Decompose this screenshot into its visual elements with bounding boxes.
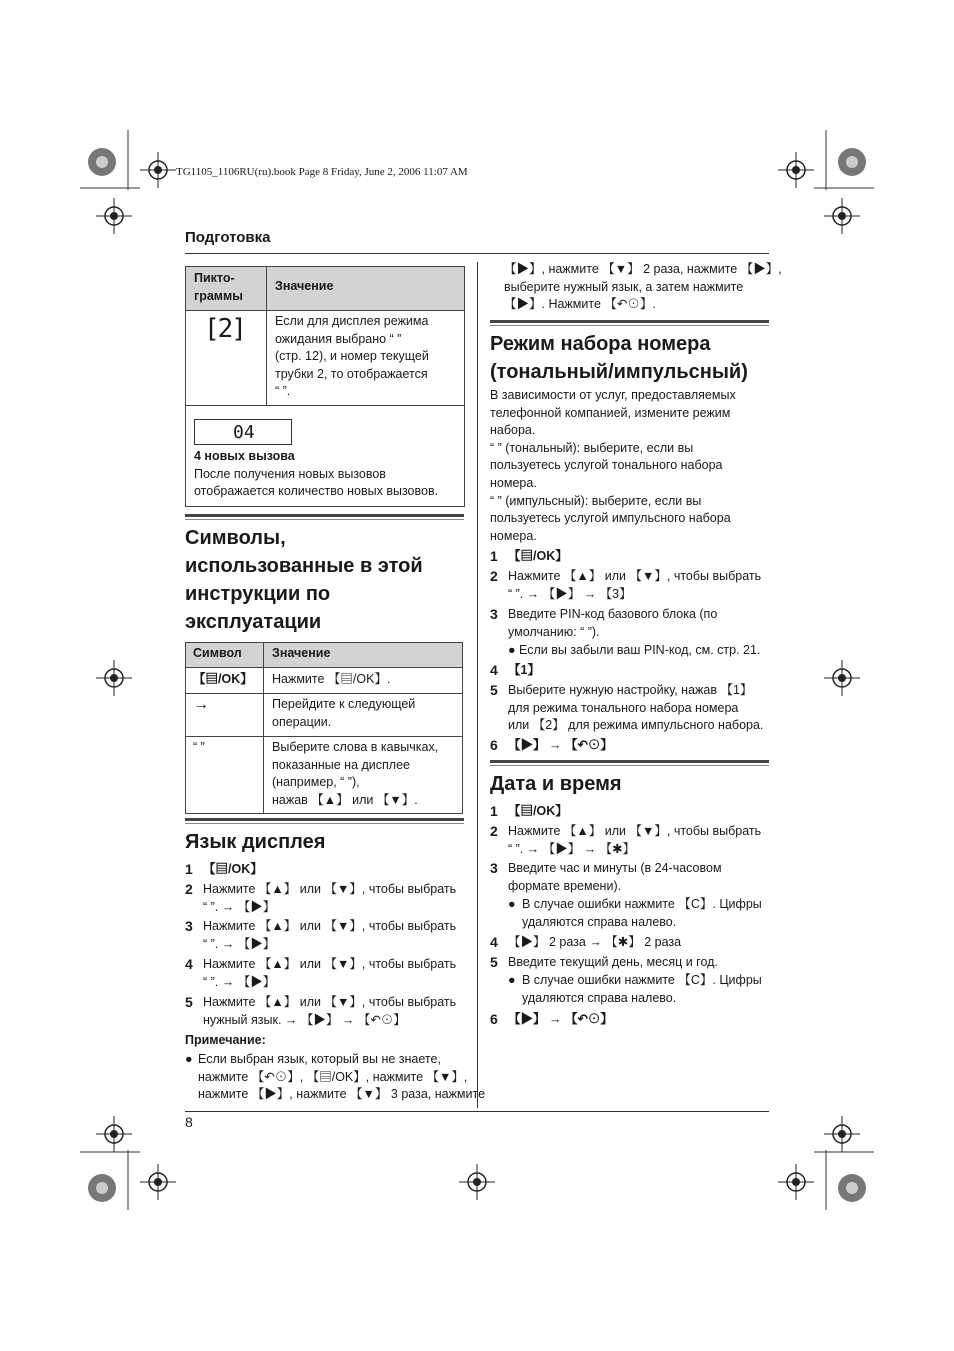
symbol-header: Символ xyxy=(186,643,264,668)
text-line: нажмите 【↶⊙】, 【▤/OK】, нажмите 【▼】, xyxy=(198,1069,468,1084)
text-line: (например, “ ”), xyxy=(272,775,360,789)
display-language-title: Язык дисплея xyxy=(185,831,326,853)
text-line: Перейдите к следующей xyxy=(272,697,416,711)
text-line: После получения новых вызовов xyxy=(194,466,386,481)
registration-crosshair-icon xyxy=(459,1164,495,1200)
text-line: 【▶】, нажмите 【▼】 2 раза, нажмите 【▶】, xyxy=(504,262,782,276)
text-line: (стр. 12), и номер текущей xyxy=(275,349,429,363)
step-number: 4 xyxy=(490,662,498,678)
step-number: 3 xyxy=(185,918,193,934)
bullet-dot-icon: ● xyxy=(508,897,516,911)
pictogram-header-line: Пикто- xyxy=(194,271,235,285)
step-text xyxy=(508,860,722,895)
step-text xyxy=(508,823,761,858)
pictogram-header xyxy=(186,267,267,311)
text-line: или 【2】 для режима импульсного набора. xyxy=(508,718,764,733)
footer-rule xyxy=(185,1111,769,1112)
text-line: операции. xyxy=(272,714,332,729)
text-line: нажав 【▲】 или 【▼】. xyxy=(272,792,418,807)
bullet-dot-icon: ● xyxy=(508,643,520,657)
title-line: Режим набора номера xyxy=(490,333,711,355)
step-text xyxy=(203,881,456,916)
text-line: отображается количество новых вызовов. xyxy=(194,484,439,498)
text-line: Нажмите 【▲】 или 【▼】, чтобы выбрать xyxy=(508,569,762,583)
step-text xyxy=(203,956,456,991)
text-line: Нажмите 【▲】 или 【▼】, чтобы выбрать xyxy=(203,995,457,1009)
text-line: пользуетесь услугой тонального набора xyxy=(490,458,723,473)
step-number: 3 xyxy=(490,860,498,876)
step-number: 6 xyxy=(490,1011,498,1027)
step-number: 4 xyxy=(490,934,498,950)
text-line: В случае ошибки нажмите 【C】. Цифры xyxy=(522,973,762,987)
column-divider xyxy=(477,262,478,1108)
step-text: 【▤/OK】 xyxy=(203,862,263,876)
text-line: Нажмите 【▲】 или 【▼】, чтобы выбрать xyxy=(508,824,762,838)
text-line: Если для дисплея режима xyxy=(275,314,429,328)
section-rule xyxy=(490,320,769,326)
text-line: Выберите нужную настройку, нажав 【1】 xyxy=(508,683,753,697)
registration-mark-icon xyxy=(80,130,140,190)
text-line: номера. xyxy=(490,528,537,543)
symbols-table xyxy=(185,642,463,814)
new-calls-cell xyxy=(186,406,465,507)
step-text: 【▶】 → 【↶⊙】 xyxy=(508,1012,613,1026)
step-text xyxy=(508,568,761,603)
text-line: нажмите 【▶】, нажмите 【▼】 3 раза, нажмите xyxy=(198,1087,486,1102)
new-calls-title: 4 новых вызова xyxy=(194,449,295,463)
text-line: “ ”. → 【▶】 → 【3】 xyxy=(508,586,632,601)
meaning-cell xyxy=(264,668,463,694)
step-number: 6 xyxy=(490,737,498,753)
step-number: 5 xyxy=(490,954,498,970)
registration-crosshair-icon xyxy=(824,1116,860,1152)
meaning-cell xyxy=(264,694,463,737)
step-text: 【▤/OK】 xyxy=(508,549,568,563)
text-line: Нажмите 【▲】 или 【▼】, чтобы выбрать xyxy=(203,919,457,933)
pictogram-meaning-cell xyxy=(267,311,465,406)
text-line: “ ”. → 【▶】 xyxy=(203,974,276,989)
text-line: Нажмите 【▲】 или 【▼】, чтобы выбрать xyxy=(203,882,457,896)
registration-crosshair-icon xyxy=(140,1164,176,1200)
text-line: Выберите слова в кавычках, xyxy=(272,740,439,754)
registration-crosshair-icon xyxy=(96,660,132,696)
text-line: пользуетесь услугой импульсного набора xyxy=(490,511,731,526)
step-text: 【1】 xyxy=(508,663,540,677)
symbols-title xyxy=(185,524,423,636)
file-info: TG1105_1106RU(ru).book Page 8 Friday, June 2, 2006 11:07 AM xyxy=(176,166,468,178)
bullet-text xyxy=(522,896,762,931)
text-line: “ ” (импульсный): выберите, если вы xyxy=(490,493,702,508)
registration-crosshair-icon xyxy=(824,198,860,234)
title-line: использованные в этой xyxy=(185,555,423,577)
text-line: “ ”. → 【▶】 xyxy=(203,936,276,951)
bullet xyxy=(508,642,760,660)
text-line: В случае ошибки нажмите 【C】. Цифры xyxy=(522,897,762,911)
step-number: 3 xyxy=(490,606,498,622)
registration-crosshair-icon xyxy=(778,152,814,188)
registration-crosshair-icon xyxy=(778,1164,814,1200)
text-line: нужный язык. → 【▶】 → 【↶⊙】 xyxy=(203,1012,406,1027)
section-rule xyxy=(185,818,464,824)
text-line: “ ” (тональный): выберите, если вы xyxy=(490,440,694,455)
step-text: 【▤/OK】 xyxy=(508,804,568,818)
symbol-cell: 【▤/OK】 xyxy=(186,668,264,694)
pictogram-cell xyxy=(186,311,267,406)
bullet-text: Если вы забыли ваш PIN-код, см. стр. 21. xyxy=(519,643,761,657)
step-number: 1 xyxy=(490,548,498,564)
symbol-cell: → xyxy=(186,694,264,737)
text-line: удаляются справа налево. xyxy=(522,914,677,929)
meaning-cell xyxy=(264,737,463,814)
text-line: формате времени). xyxy=(508,878,622,893)
text-line: 【▶】. Нажмите 【↶⊙】. xyxy=(504,297,656,312)
section-header: Подготовка xyxy=(185,229,271,246)
section-rule xyxy=(490,760,769,766)
registration-crosshair-icon xyxy=(96,198,132,234)
registration-crosshair-icon xyxy=(824,660,860,696)
step-text xyxy=(508,606,717,641)
meaning-header: Значение xyxy=(264,643,463,668)
text-line: Нажмите 【▤/OK】. xyxy=(272,672,391,686)
title-line: Символы, xyxy=(185,527,286,549)
step-number: 2 xyxy=(490,568,498,584)
text-line: В зависимости от услуг, предоставляемых xyxy=(490,388,736,402)
text-line: “ ”. xyxy=(275,384,291,398)
step-text: Введите текущий день, месяц и год. xyxy=(508,955,718,969)
note-text xyxy=(198,1051,485,1104)
registration-mark-icon xyxy=(814,1150,874,1210)
registration-crosshair-icon xyxy=(96,1116,132,1152)
text-line: трубки 2, то отображается xyxy=(275,366,428,381)
handset-number-icon: [2] xyxy=(204,314,245,344)
lcd-display: 04 xyxy=(194,419,292,445)
text-line: “ ”. → 【▶】 xyxy=(203,899,276,914)
meaning-header: Значение xyxy=(267,267,465,311)
step-text xyxy=(508,682,763,735)
text-line: Если выбран язык, который вы не знаете, xyxy=(198,1052,441,1066)
step-number: 4 xyxy=(185,956,193,972)
symbol-cell: “ ” xyxy=(186,737,264,814)
date-time-title: Дата и время xyxy=(490,773,622,795)
pictogram-header-line: граммы xyxy=(194,288,243,303)
step-text xyxy=(203,994,456,1029)
title-line: (тональный/импульсный) xyxy=(490,361,748,383)
title-line: эксплуатации xyxy=(185,611,322,633)
pictogram-table xyxy=(185,266,465,507)
step-number: 2 xyxy=(185,881,193,897)
text-line: набора. xyxy=(490,423,536,438)
step-text xyxy=(203,918,456,953)
registration-mark-icon xyxy=(814,130,874,190)
registration-crosshair-icon xyxy=(140,152,176,188)
bullet-dot-icon: ● xyxy=(508,973,516,987)
text-line: показанные на дисплее xyxy=(272,757,410,772)
text-line: умолчанию: “ ”). xyxy=(508,624,600,639)
step-text: 【▶】 → 【↶⊙】 xyxy=(508,738,613,752)
page-number: 8 xyxy=(185,1114,193,1130)
text-line: Нажмите 【▲】 или 【▼】, чтобы выбрать xyxy=(203,957,457,971)
registration-mark-icon xyxy=(80,1150,140,1210)
text-line: “ ”. → 【▶】 → 【✱】 xyxy=(508,841,636,856)
note-title: Примечание: xyxy=(185,1033,266,1047)
step-number: 5 xyxy=(490,682,498,698)
step-number: 1 xyxy=(490,803,498,819)
text-line: для режима тонального набора номера xyxy=(508,700,739,715)
text-line: удаляются справа налево. xyxy=(522,990,677,1005)
text-line: номера. xyxy=(490,475,537,490)
text-line: телефонной компанией, измените режим xyxy=(490,405,731,420)
step-number: 5 xyxy=(185,994,193,1010)
title-line: инструкции по xyxy=(185,583,331,605)
step-number: 1 xyxy=(185,861,193,877)
note-continuation xyxy=(504,261,782,314)
bullet-text xyxy=(522,972,762,1007)
bullet-dot-icon: ● xyxy=(185,1052,193,1066)
step-text: 【▶】 2 раза → 【✱】 2 раза xyxy=(508,935,682,949)
step-number: 2 xyxy=(490,823,498,839)
text-line: ожидания выбрано “ ” xyxy=(275,331,402,346)
header-rule xyxy=(185,253,769,254)
text-line: Введите PIN-код базового блока (по xyxy=(508,607,718,621)
text-line: выберите нужный язык, а затем нажмите xyxy=(504,279,744,294)
dial-mode-title xyxy=(490,330,748,386)
section-rule xyxy=(185,514,464,520)
dial-mode-intro xyxy=(490,387,736,545)
text-line: Введите час и минуты (в 24-часовом xyxy=(508,861,722,875)
